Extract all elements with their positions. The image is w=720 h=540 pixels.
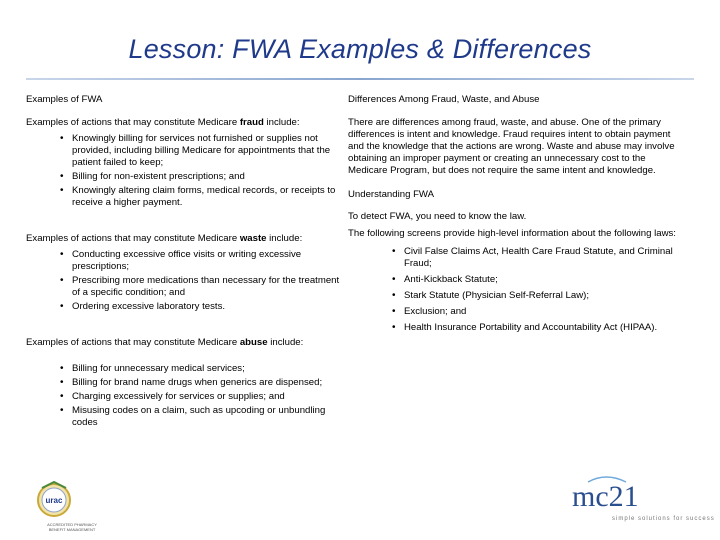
list-item: • Charging excessively for services or supplies; and bbox=[72, 391, 348, 403]
list-item: • Prescribing more medications than necessary for the treatment of a specific condition; and bbox=[72, 275, 348, 299]
fraud-intro-post: include: bbox=[263, 117, 300, 128]
abuse-word: abuse bbox=[239, 337, 268, 348]
waste-list bbox=[26, 249, 348, 313]
list-item: • Misusing codes on a claim, such as upcoding or unbundling codes bbox=[72, 405, 348, 429]
fraud-intro-pre: Examples of actions that may constitute Medicare bbox=[26, 117, 240, 128]
right-column bbox=[348, 94, 682, 338]
tagline: simple solutions for success bbox=[612, 516, 715, 522]
list-item: • Exclusion; and bbox=[404, 306, 682, 318]
understanding-heading: Understanding FWA bbox=[348, 189, 435, 200]
abuse-intro bbox=[26, 337, 348, 349]
waste-intro bbox=[26, 233, 348, 245]
detect-text: To detect FWA, you need to know the law. bbox=[348, 211, 527, 222]
mc21-logo bbox=[566, 476, 686, 512]
abuse-intro-post: include: bbox=[267, 337, 304, 348]
differences-heading: Differences Among Fraud, Waste, and Abuse bbox=[348, 94, 540, 105]
list-item: • Ordering excessive laboratory tests. bbox=[72, 301, 348, 313]
list-item: • Knowingly billing for services not furnished or supplies not provided, including billing Medicare for appointments that the patient failed to keep; bbox=[72, 133, 348, 169]
left-column bbox=[26, 94, 348, 431]
logo-text: mc21 bbox=[572, 480, 639, 512]
waste-word: waste bbox=[239, 233, 267, 244]
list-item: • Civil False Claims Act, Health Care Fraud Statute, and Criminal Fraud; bbox=[404, 246, 682, 270]
list-item: • Billing for unnecessary medical services; bbox=[72, 363, 348, 375]
list-item: • Conducting excessive office visits or writing excessive prescriptions; bbox=[72, 249, 348, 273]
list-item: • Anti-Kickback Statute; bbox=[404, 274, 682, 286]
title-divider bbox=[26, 78, 694, 80]
list-item: • Billing for non-existent prescriptions; and bbox=[72, 171, 348, 183]
fraud-word: fraud bbox=[239, 117, 264, 128]
screens-text: The following screens provide high-level information about the following laws: bbox=[348, 228, 676, 239]
waste-intro-post: include: bbox=[266, 233, 303, 244]
abuse-intro-pre: Examples of actions that may constitute Medicare bbox=[26, 337, 240, 348]
list-item: • Knowingly altering claim forms, medical records, or receipts to receive a higher payment. bbox=[72, 185, 348, 209]
abuse-list bbox=[26, 363, 348, 429]
differences-text: There are differences among fraud, waste, and abuse. One of the primary differences is intent and knowledge. Fraud requires intent to obtain payment and the knowledge that the actions are wrong. Waste and abuse may involve obtaining an improper payment or creating an unnecessary cost to the Medicare Program, but does not require the same intent and knowledge. bbox=[348, 117, 675, 176]
list-item: • Stark Statute (Physician Self-Referral Law); bbox=[404, 290, 682, 302]
laws-list bbox=[348, 246, 682, 334]
examples-heading: Examples of FWA bbox=[26, 94, 103, 105]
urac-label: urac bbox=[45, 496, 63, 505]
fraud-intro bbox=[26, 117, 348, 129]
waste-intro-pre: Examples of actions that may constitute Medicare bbox=[26, 233, 240, 244]
page-title: Lesson: FWA Examples & Differences bbox=[128, 34, 592, 64]
list-item: • Billing for brand name drugs when generics are dispensed; bbox=[72, 377, 348, 389]
list-item: • Health Insurance Portability and Accountability Act (HIPAA). bbox=[404, 322, 682, 334]
fraud-list bbox=[26, 133, 348, 209]
urac-caption: ACCREDITED PHARMACY BENEFIT MANAGEMENT bbox=[47, 522, 97, 532]
